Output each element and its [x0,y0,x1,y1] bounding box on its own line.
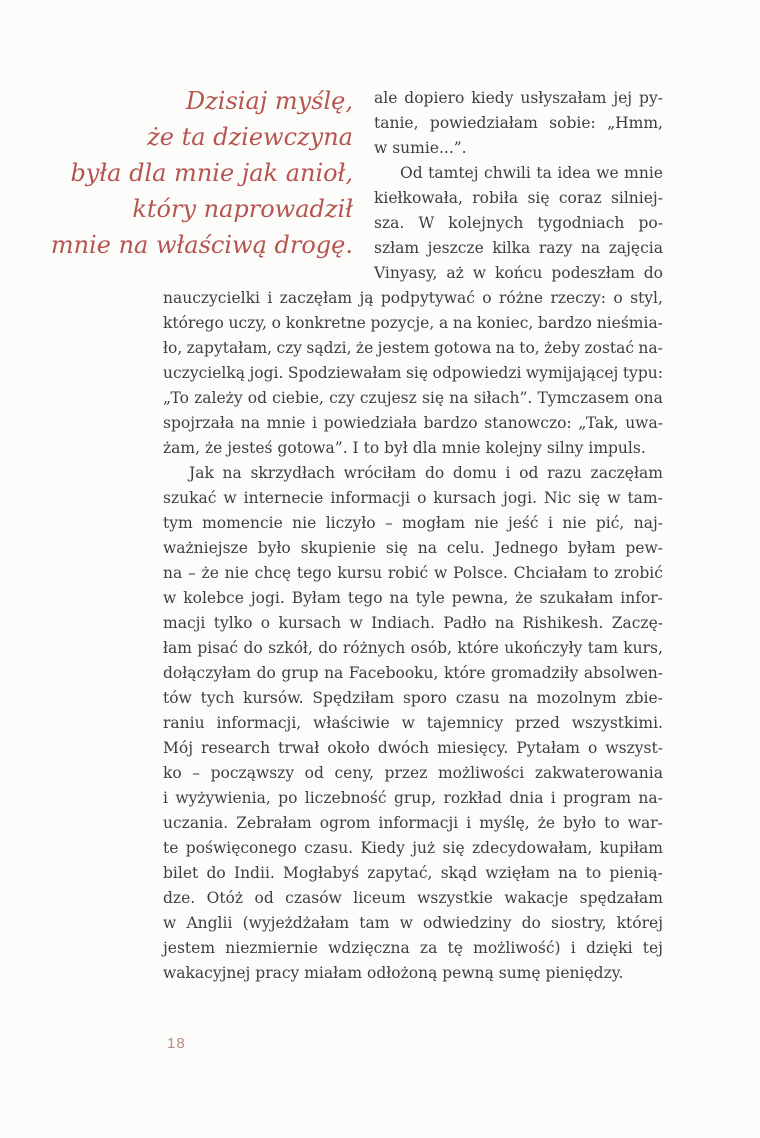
body-text-line: macji tylko o kursach w Indiach. Padło na Rishikesh. Zaczę- [163,614,663,632]
body-text-line: którego uczy, o konkretne pozycje, a na koniec, bardzo nieśmia- [163,314,663,332]
body-text-line: tym momencie nie liczyło – mogłam nie jeść i nie pić, naj- [163,514,663,532]
body-text-line: w sumie...”. [374,139,467,157]
body-main-text [163,286,663,986]
pull-quote-line: była dla mnie jak anioł, [70,159,353,187]
pull-quote-line: mnie na właściwą drogę. [50,231,353,259]
body-text-line: ważniejsze było skupienie się na celu. Jednego byłam pew- [163,539,663,557]
body-text-line: szłam jeszcze kilka razy na zajęcia [374,239,663,257]
body-text-line: spojrzała na mnie i powiedziała bardzo stanowczo: „Tak, uwa- [163,414,663,432]
body-text-line: Mój research trwał około dwóch miesięcy. Pytałam o wszyst- [163,739,663,757]
pull-quote [13,83,353,263]
page-number: 18 [167,1035,186,1052]
body-text-line: Od tamtej chwili ta idea we mnie [400,164,663,182]
body-text-line: w kolebce jogi. Byłam tego na tyle pewna, że szukałam infor- [163,589,663,607]
body-text-line: uczycielką jogi. Spodziewałam się odpowiedzi wymijającej typu: [163,364,663,382]
body-text-line: ko – począwszy od ceny, przez możliwości zakwaterowania [163,764,663,782]
body-text-line: tów tych kursów. Spędziłam sporo czasu na mozolnym zbie- [163,689,663,707]
body-text-line: tanie, powiedziałam sobie: „Hmm, [374,114,663,132]
body-intro-column [374,86,663,286]
body-text-line: dołączyłam do grup na Facebooku, które gromadziły absolwen- [163,664,663,682]
body-text-line: Jak na skrzydłach wróciłam do domu i od razu zaczęłam [189,464,663,482]
body-text-line: wakacyjnej pracy miałam odłożoną pewną sumę pieniędzy. [163,964,624,982]
pull-quote-line: Dzisiaj myślę, [185,87,353,115]
pull-quote-line: który naprowadził [132,195,353,223]
body-text-line: i wyżywienia, po liczebność grup, rozkład dnia i program na- [163,789,663,807]
body-text-line: jestem niezmiernie wdzięczna za tę możliwość) i dzięki tej [163,939,663,957]
body-text-line: ło, zapytałam, czy sądzi, że jestem gotowa na to, żeby zostać na- [163,339,663,357]
body-text-line: dze. Otóż od czasów liceum wszystkie wakacje spędzałam [163,889,663,907]
body-text-line: uczania. Zebrałam ogrom informacji i myślę, że było to war- [163,814,663,832]
body-text-line: raniu informacji, właściwie w tajemnicy przed wszystkimi. [163,714,663,732]
body-text-line: te poświęconego czasu. Kiedy już się zdecydowałam, kupiłam [163,839,663,857]
body-text-line: nauczycielki i zaczęłam ją podpytywać o różne rzeczy: o styl, [163,289,663,307]
body-text-line: na – że nie chcę tego kursu robić w Polsce. Chciałam to zrobić [163,564,663,582]
body-text-line: sza. W kolejnych tygodniach po- [374,214,663,232]
body-text-line: „To zależy od ciebie, czy czujesz się na siłach”. Tymczasem ona [163,389,663,407]
body-text-line: ale dopiero kiedy usłyszałam jej py- [374,89,663,107]
pull-quote-line: że ta dziewczyna [147,123,353,151]
body-text-line: szukać w internecie informacji o kursach jogi. Nic się w tam- [163,489,663,507]
body-text-line: bilet do Indii. Mogłabyś zapytać, skąd wzięłam na to pienią- [163,864,663,882]
body-text-line: żam, że jesteś gotowa”. I to był dla mnie kolejny silny impuls. [163,439,646,457]
body-text-line: w Anglii (wyjeżdżałam tam w odwiedziny do siostry, której [163,914,663,932]
body-text-line: łam pisać do szkół, do różnych osób, które ukończyły tam kurs, [163,639,663,657]
body-text-line: Vinyasy, aż w końcu podeszłam do [374,264,663,282]
body-text-line: kiełkowała, robiła się coraz silniej- [374,189,663,207]
